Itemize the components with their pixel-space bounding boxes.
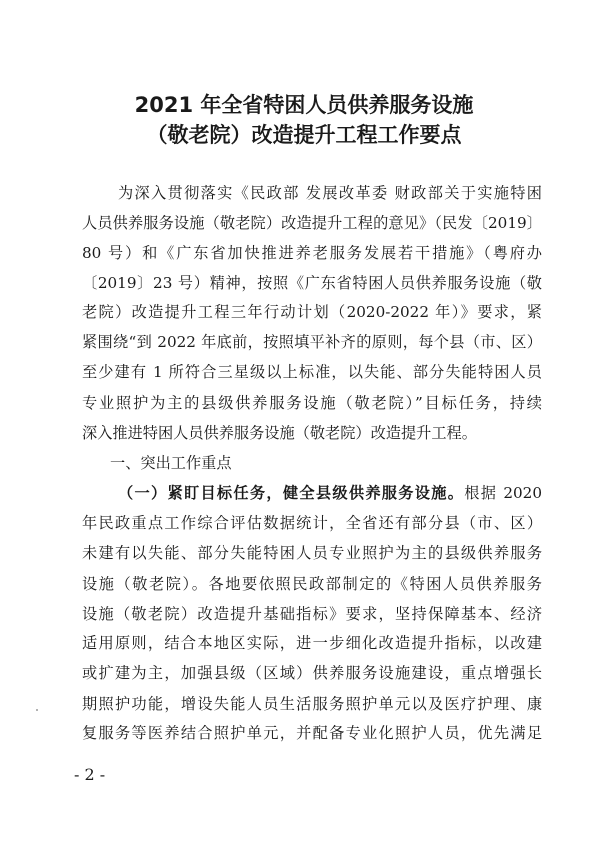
intro-line-4: 〔2019〕23 号）精神，按照《广东省特困人员供养服务设施（敬 xyxy=(82,274,542,292)
subsection-1-line-5: 设施（敬老院）改造提升基础指标》要求，坚持保障基本、经济 xyxy=(82,605,542,623)
document-title-line-2: （敬老院）改造提升工程工作要点 xyxy=(146,123,462,147)
intro-line-3: 80 号）和《广东省加快推进养老服务发展若干措施》（粤府办 xyxy=(82,244,542,262)
section-heading-1: 一、突出工作重点 xyxy=(110,454,232,472)
subsection-1-line-8: 期照护功能，增设失能人员生活服务照护单元以及医疗护理、康 xyxy=(82,695,542,713)
scan-speck xyxy=(36,709,38,711)
subsection-1-line-3: 未建有以失能、部分失能特困人员专业照护为主的县级供养服务 xyxy=(82,544,542,562)
intro-line-1: 为深入贯彻落实《民政部 发展改革委 财政部关于实施特困 xyxy=(118,184,542,202)
intro-line-8: 专业照护为主的县级供养服务设施（敬老院）”目标任务，持续 xyxy=(82,394,542,412)
subsection-1-line-7: 或扩建为主，加强县级（区域）供养服务设施建设，重点增强长 xyxy=(82,664,542,682)
intro-line-2: 人员供养服务设施（敬老院）改造提升工程的意见》（民发〔2019〕 xyxy=(82,214,542,232)
subsection-1-heading: （一）紧盯目标任务，健全县级供养服务设施。 xyxy=(118,484,465,502)
page-number: - 2 - xyxy=(74,765,106,784)
document-title-line-1: 2021 年全省特困人员供养服务设施 xyxy=(134,93,474,117)
subsection-1-line-4: 设施（敬老院）。各地要依照民政部制定的《特困人员供养服务 xyxy=(82,575,542,593)
intro-line-6: 紧围绕“到 2022 年底前，按照填平补齐的原则，每个县（市、区） xyxy=(82,333,542,351)
intro-line-5: 老院）改造提升工程三年行动计划（2020-2022 年）》要求，紧 xyxy=(82,303,542,321)
subsection-1-first-line xyxy=(118,483,542,503)
subsection-1-first-line-rest: 根据 2020 xyxy=(464,484,543,502)
subsection-1-line-6: 适用原则，结合本地区实际，进一步细化改造提升指标，以改建 xyxy=(82,634,542,652)
intro-line-7: 至少建有 1 所符合三星级以上标准，以失能、部分失能特困人员 xyxy=(82,363,542,381)
subsection-1-line-2: 年民政重点工作综合评估数据统计，全省还有部分县（市、区） xyxy=(82,514,542,532)
intro-line-9: 深入推进特困人员供养服务设施（敬老院）改造提升工程。 xyxy=(82,424,477,442)
subsection-1-line-9: 复服务等医养结合照护单元，并配备专业化照护人员，优先满足 xyxy=(82,724,542,742)
